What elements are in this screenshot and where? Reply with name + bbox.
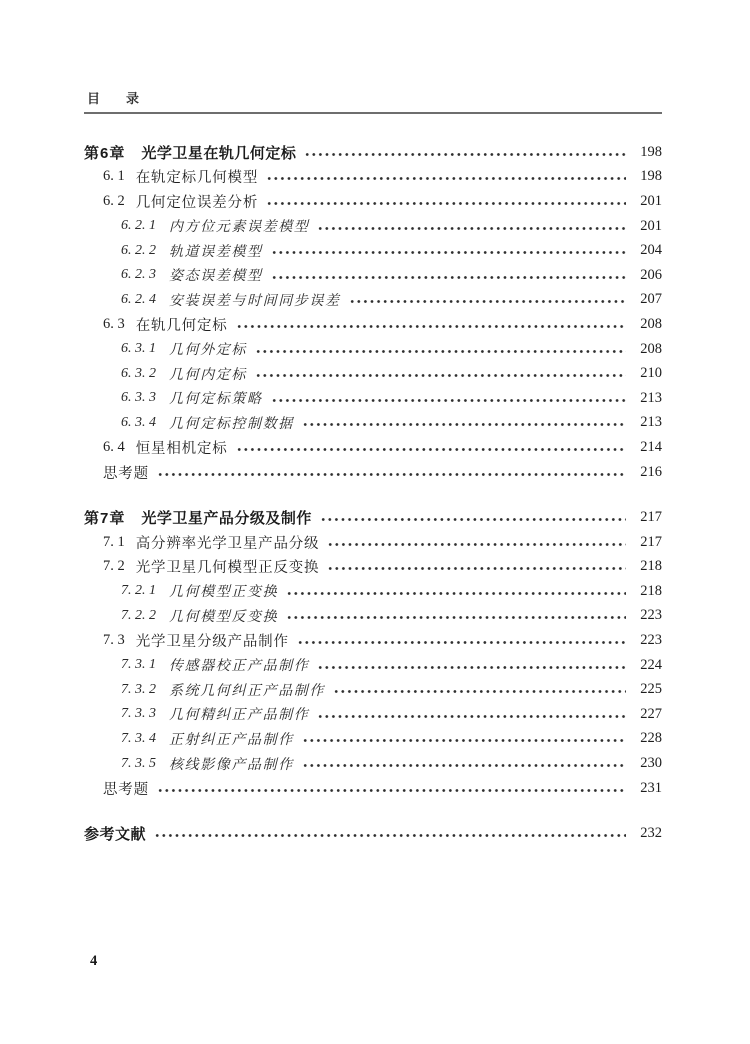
toc-entry-title: 在轨定标几何模型 <box>135 170 259 187</box>
toc-entry-page: 223 <box>640 607 662 624</box>
toc-entry-number: 6. 3 <box>103 315 125 332</box>
toc-entry-number: 7. 2. 1 <box>121 583 156 599</box>
toc-entry <box>84 776 662 801</box>
dot-leader <box>287 584 626 599</box>
dot-leader <box>321 510 626 525</box>
dot-leader <box>237 440 626 455</box>
toc-entry <box>84 386 662 411</box>
toc-entry-page: 225 <box>640 681 662 698</box>
toc-entry <box>84 751 662 776</box>
page-header <box>87 88 139 107</box>
toc-entry-number: 7. 3. 4 <box>121 730 156 746</box>
toc-entry <box>84 411 662 436</box>
toc-entry-number: 6. 2. 4 <box>121 291 156 307</box>
toc-entry-number: 6. 1 <box>103 168 125 185</box>
toc-entry <box>84 288 662 313</box>
toc-entry-number: 6. 3. 1 <box>121 341 156 357</box>
toc-entry-title: 几何定位误差分析 <box>135 194 259 211</box>
toc-entry <box>84 505 662 530</box>
dot-leader <box>256 366 626 381</box>
toc-entry-title: 核线影像产品制作 <box>169 757 294 773</box>
toc-entry-title: 传感器校正产品制作 <box>169 659 310 675</box>
toc-entry-page: 213 <box>640 389 662 406</box>
dot-leader <box>328 559 626 574</box>
dot-leader <box>328 535 626 550</box>
toc-entry <box>84 702 662 727</box>
toc-entry-page: 223 <box>640 632 662 649</box>
footer-page-number: 4 <box>90 953 98 969</box>
toc-entry-number: 6. 3. 3 <box>121 390 156 406</box>
toc-entry-page: 201 <box>640 217 662 234</box>
toc-entry-title: 正射纠正产品制作 <box>169 732 294 748</box>
toc-entry-title: 姿态误差模型 <box>169 269 263 285</box>
toc-entry <box>84 579 662 604</box>
toc-entry <box>84 435 662 460</box>
dot-leader <box>237 317 626 332</box>
dot-leader <box>303 415 626 430</box>
toc-entry <box>84 214 662 239</box>
toc-entry-number: 6. 3. 2 <box>121 365 156 381</box>
toc-entry <box>84 530 662 555</box>
toc-entry-title: 系统几何纠正产品制作 <box>169 683 325 699</box>
toc-entry <box>84 312 662 337</box>
toc-entry <box>84 263 662 288</box>
toc-entry <box>84 189 662 214</box>
toc-entry-number: 7. 3. 5 <box>121 755 156 771</box>
toc-entry <box>84 628 662 653</box>
toc-entry-number: 7. 3. 2 <box>121 681 156 697</box>
toc-entry-title: 几何模型反变换 <box>169 609 279 625</box>
toc-entry-page: 230 <box>640 755 662 772</box>
toc-entry-number: 第6章 <box>84 144 126 162</box>
dot-leader <box>350 292 626 307</box>
toc-entry <box>84 727 662 752</box>
dot-leader <box>298 633 626 648</box>
toc-entry-title: 在轨几何定标 <box>135 317 228 334</box>
toc-entry-title: 思考题 <box>103 465 149 482</box>
toc-entry-page: 217 <box>640 533 662 550</box>
toc-entry-number: 7. 3. 1 <box>121 657 156 673</box>
toc-entry-title: 高分辨率光学卫星产品分级 <box>135 535 320 552</box>
toc-entry-number: 7. 2 <box>103 558 125 575</box>
toc-entry-title: 光学卫星产品分级及制作 <box>141 510 312 528</box>
toc-entry-title: 几何定标策略 <box>169 392 263 408</box>
toc-entry-title: 内方位元素误差模型 <box>169 220 310 236</box>
toc-entry-page: 208 <box>640 315 662 332</box>
toc-entry <box>84 337 662 362</box>
page-header-title: 目 录 <box>87 91 140 106</box>
toc-list <box>84 140 662 846</box>
toc-entry-page: 198 <box>640 168 662 185</box>
toc-entry-number: 6. 2. 2 <box>121 242 156 258</box>
toc-entry-title: 恒星相机定标 <box>135 440 228 457</box>
toc-entry-title: 光学卫星几何模型正反变换 <box>135 560 320 577</box>
toc-entry-page: 201 <box>640 192 662 209</box>
toc-entry-page: 198 <box>640 143 662 160</box>
dot-leader <box>158 465 626 480</box>
dot-leader <box>272 268 626 283</box>
toc-entry-title: 思考题 <box>103 781 149 798</box>
toc-entry-number: 6. 2. 1 <box>121 218 156 234</box>
toc-entry-title: 轨道误差模型 <box>169 244 263 260</box>
toc-entry-title: 几何精纠正产品制作 <box>169 708 310 724</box>
toc-entry-title: 几何外定标 <box>169 343 247 359</box>
dot-leader <box>303 731 626 746</box>
toc-entry-number: 第7章 <box>84 510 126 528</box>
toc-entry-page: 228 <box>640 730 662 747</box>
toc-entry-number: 7. 1 <box>103 533 125 550</box>
dot-leader <box>318 658 626 673</box>
dot-leader <box>318 219 626 234</box>
dot-leader <box>305 145 626 160</box>
toc-entry-page: 217 <box>640 509 662 526</box>
toc-entry-number: 6. 3. 4 <box>121 414 156 430</box>
toc-entry-page: 224 <box>640 656 662 673</box>
toc-entry <box>84 821 662 846</box>
dot-leader <box>158 781 626 796</box>
toc-entry-number: 6. 4 <box>103 438 125 455</box>
toc-entry-title: 参考文献 <box>84 826 147 844</box>
toc-entry-page: 218 <box>640 558 662 575</box>
toc-entry <box>84 140 662 165</box>
dot-leader <box>287 608 626 623</box>
toc-entry-page: 208 <box>640 340 662 357</box>
toc-entry-title: 安装误差与时间同步误差 <box>169 293 341 309</box>
toc-entry-page: 206 <box>640 266 662 283</box>
toc-entry <box>84 238 662 263</box>
toc-entry-page: 214 <box>640 438 662 455</box>
toc-entry-title: 几何内定标 <box>169 367 247 383</box>
toc-entry-number: 6. 2. 3 <box>121 267 156 283</box>
toc-entry <box>84 604 662 629</box>
toc-entry-page: 218 <box>640 582 662 599</box>
toc-entry-page: 210 <box>640 365 662 382</box>
toc-entry-page: 213 <box>640 414 662 431</box>
dot-leader <box>267 194 626 209</box>
toc-entry-page: 216 <box>640 463 662 480</box>
toc-entry-number: 7. 3 <box>103 632 125 649</box>
dot-leader <box>334 682 626 697</box>
dot-leader <box>272 243 626 258</box>
toc-entry-page: 227 <box>640 705 662 722</box>
toc-entry-page: 232 <box>640 825 662 842</box>
header-rule <box>84 112 662 114</box>
toc-entry <box>84 361 662 386</box>
toc-entry-number: 6. 2 <box>103 192 125 209</box>
toc-entry-title: 光学卫星分级产品制作 <box>135 634 289 651</box>
toc-entry-number: 7. 3. 3 <box>121 706 156 722</box>
dot-leader <box>303 756 626 771</box>
dot-leader <box>318 707 626 722</box>
toc-entry <box>84 165 662 190</box>
toc-entry-page: 207 <box>640 291 662 308</box>
toc-entry <box>84 555 662 580</box>
toc-entry <box>84 677 662 702</box>
toc-entry <box>84 460 662 485</box>
toc-entry-page: 231 <box>640 779 662 796</box>
dot-leader <box>267 169 626 184</box>
toc-entry-number: 7. 2. 2 <box>121 607 156 623</box>
dot-leader <box>256 342 626 357</box>
toc-entry-page: 204 <box>640 242 662 259</box>
dot-leader <box>155 826 626 841</box>
toc-entry-title: 光学卫星在轨几何定标 <box>141 144 297 162</box>
toc-entry-title: 几何模型正变换 <box>169 585 279 601</box>
toc-entry-title: 几何定标控制数据 <box>169 416 294 432</box>
toc-entry <box>84 653 662 678</box>
dot-leader <box>272 391 626 406</box>
